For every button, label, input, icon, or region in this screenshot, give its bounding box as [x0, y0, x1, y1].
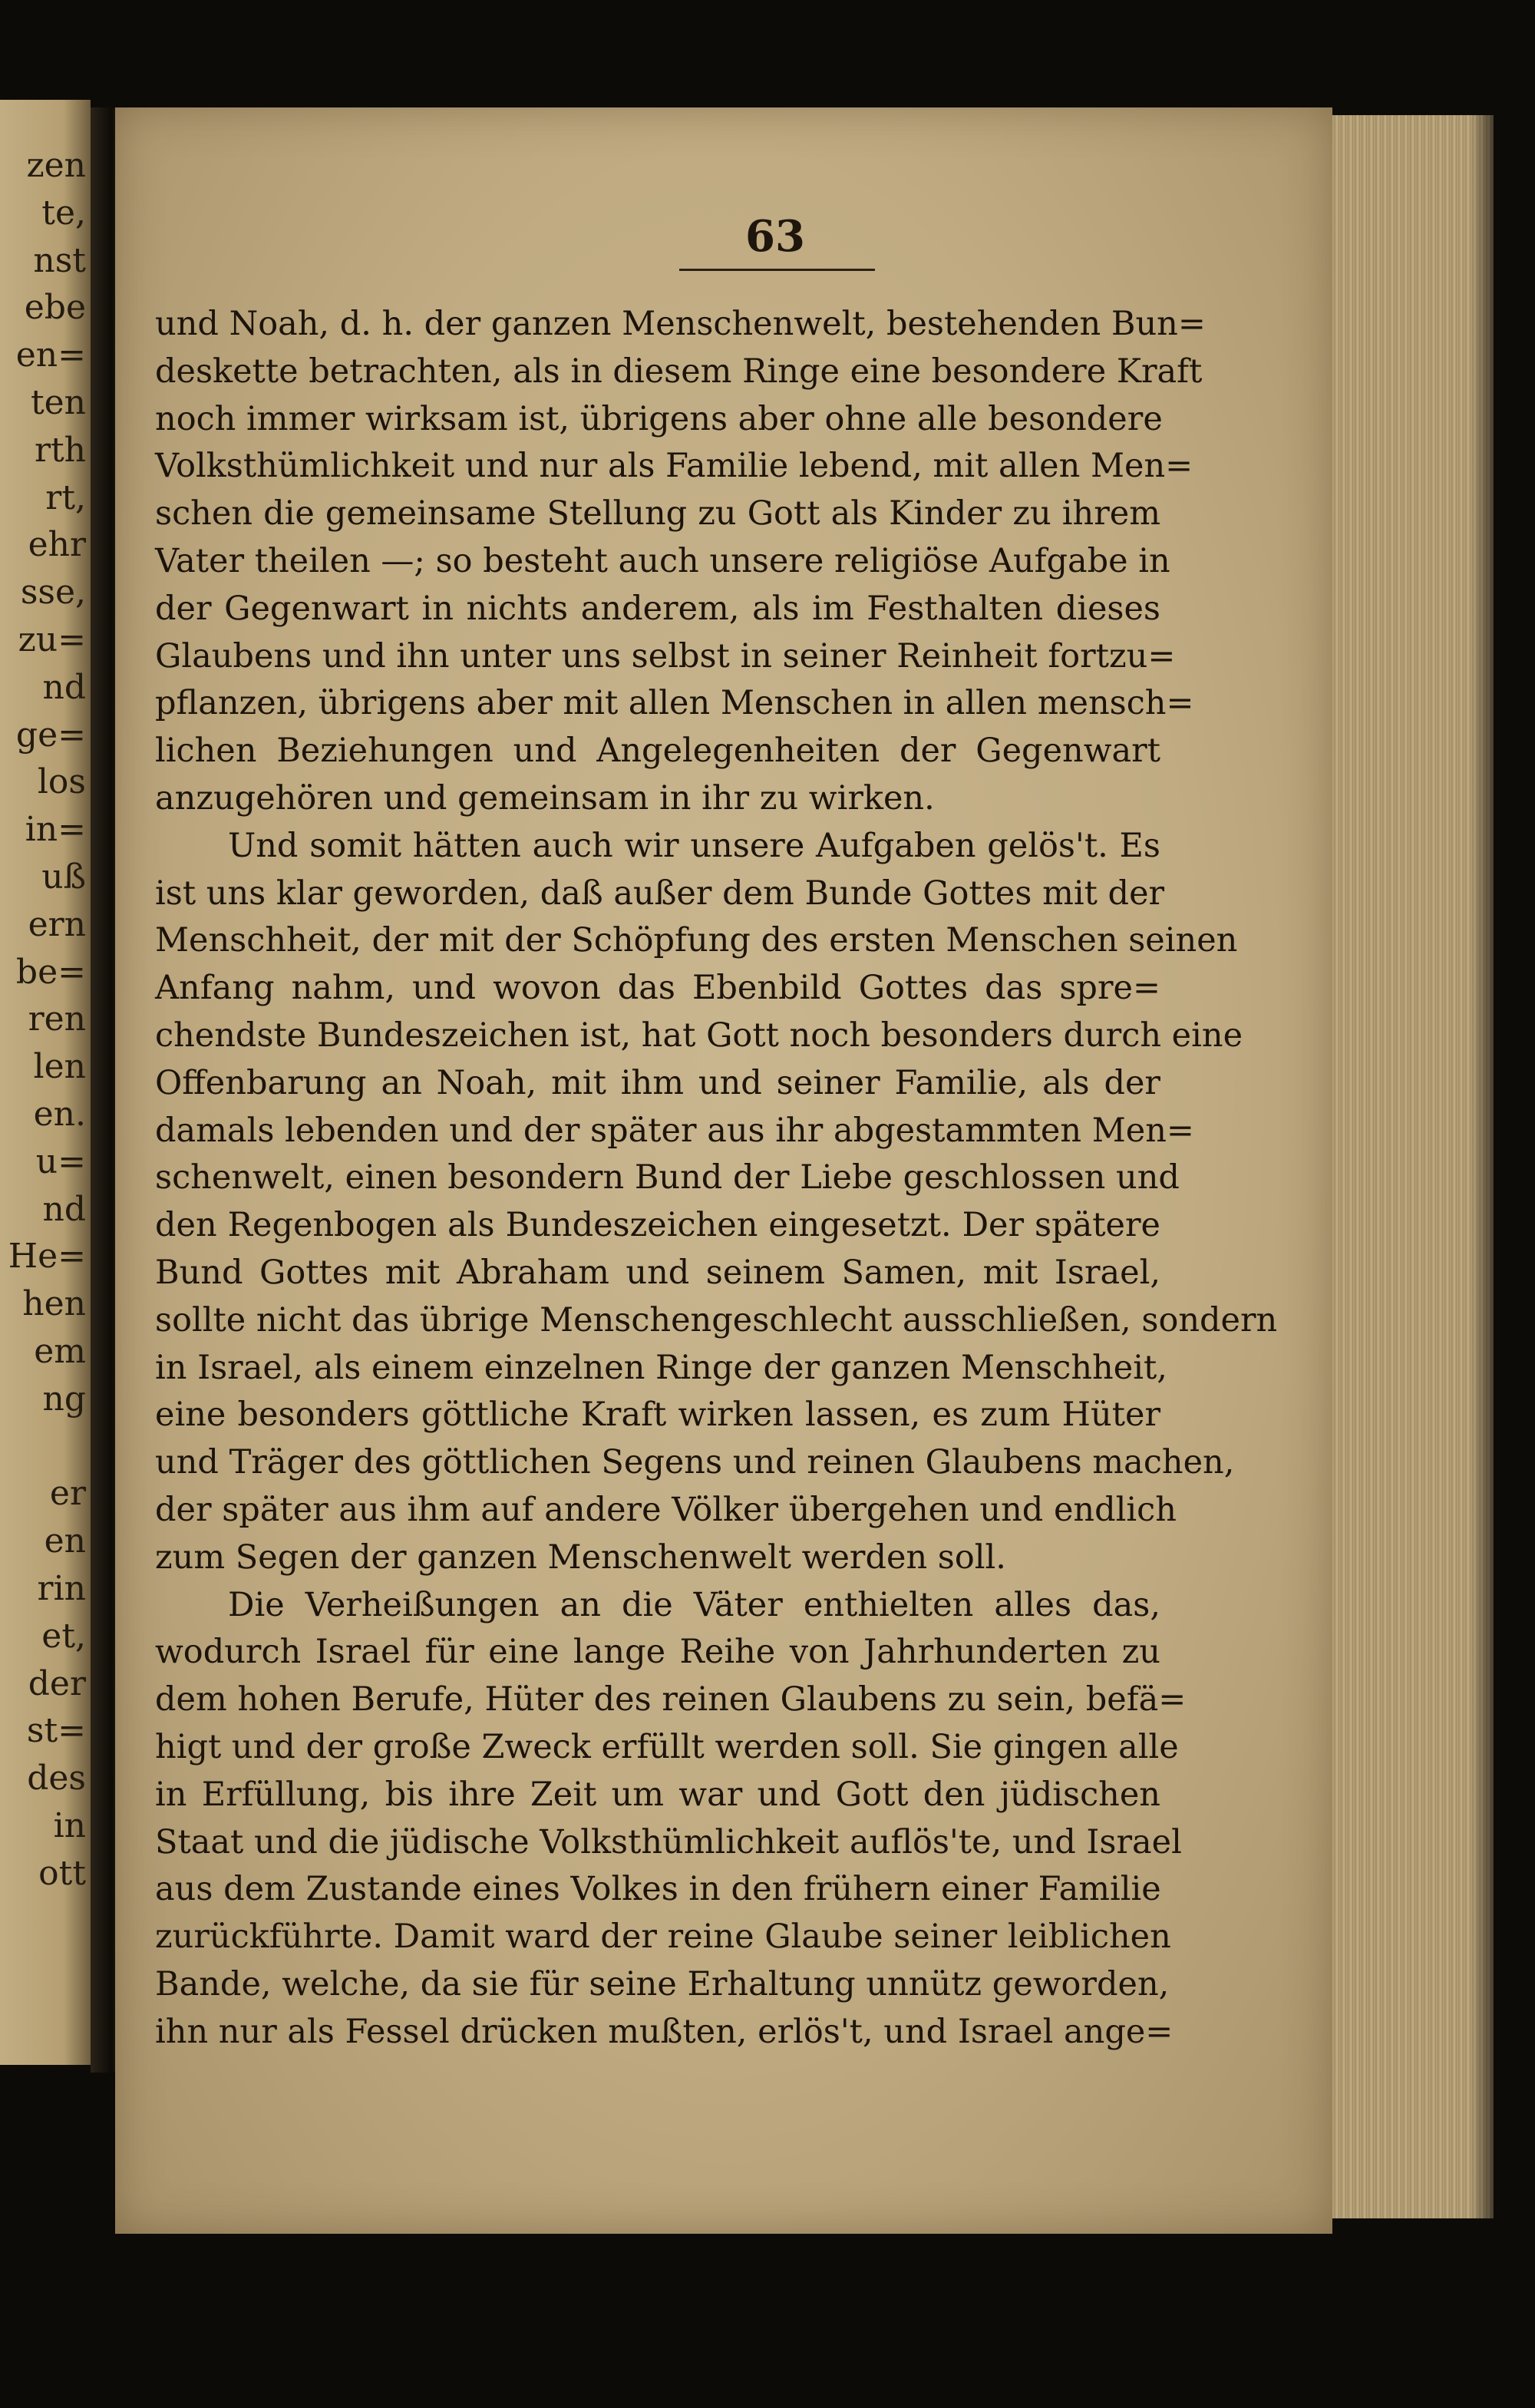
- text-line: ist uns klar geworden, daß außer dem Bunde Gottes mit der: [155, 874, 1165, 913]
- facing-page-fragment: te,: [41, 193, 86, 233]
- facing-page-fragment: nst: [33, 240, 86, 280]
- text-line: zum Segen der ganzen Menschenwelt werden soll.: [155, 1538, 1006, 1577]
- text-line: chendste Bundeszeichen ist, hat Gott noch besonders durch eine: [155, 1016, 1243, 1055]
- facing-page-fragment: [0, 1423, 91, 1471]
- page-block-edge: [1332, 115, 1494, 2218]
- text-line: Volksthümlichkeit und nur als Familie lebend, mit allen Men=: [155, 447, 1193, 486]
- facing-page-fragment: in: [53, 1806, 86, 1845]
- facing-page-fragment: be=: [15, 952, 86, 992]
- facing-page-fragment: der: [28, 1663, 86, 1703]
- text-line: higt und der große Zweck erfüllt werden soll. Sie gingen alle: [155, 1727, 1179, 1766]
- text-line: pflanzen, übrigens aber mit allen Menschen in allen mensch=: [155, 684, 1194, 723]
- facing-page-fragment: rth: [34, 430, 86, 470]
- facing-page-fragment: ott: [38, 1853, 86, 1893]
- page-number-rule: [679, 269, 875, 271]
- text-line: der später aus ihm auf andere Völker übergehen und endlich: [155, 1490, 1177, 1529]
- text-line: und Träger des göttlichen Segens und reinen Glaubens machen,: [155, 1443, 1235, 1482]
- text-line: Offenbarung an Noah, mit ihm und seiner Familie, als der: [155, 1063, 1160, 1102]
- text-line: schenwelt, einen besondern Bund der Liebe geschlossen und: [155, 1158, 1180, 1197]
- facing-page-fragment: er: [49, 1474, 86, 1514]
- page-number: 63: [745, 211, 805, 262]
- text-line: wodurch Israel für eine lange Reihe von Jahrhunderten zu: [155, 1633, 1160, 1672]
- text-line: anzugehören und gemeinsam in ihr zu wirken.: [155, 778, 935, 818]
- facing-page-edge: [0, 100, 91, 2065]
- facing-page-fragment: ge=: [15, 715, 86, 755]
- facing-page-fragment: rt,: [45, 477, 86, 517]
- text-line: dem hohen Berufe, Hüter des reinen Glaubens zu sein, befä=: [155, 1680, 1187, 1719]
- text-line: noch immer wirksam ist, übrigens aber ohne alle besondere: [155, 399, 1163, 438]
- facing-page-fragment: en.: [33, 1095, 86, 1134]
- facing-page-fragment: des: [27, 1759, 86, 1799]
- text-line: schen die gemeinsame Stellung zu Gott als Kinder zu ihrem: [155, 494, 1160, 533]
- facing-page-fragment: en: [44, 1521, 86, 1561]
- facing-page-fragment: He=: [8, 1237, 86, 1277]
- text-line: in Israel, als einem einzelnen Ringe der ganzen Menschheit,: [155, 1348, 1167, 1387]
- text-line: zurückführte. Damit ward der reine Glaube seiner leiblichen: [155, 1917, 1171, 1957]
- text-line: lichen Beziehungen und Angelegenheiten der Gegenwart: [155, 732, 1160, 771]
- text-line: sollte nicht das übrige Menschengeschlecht ausschließen, sondern: [155, 1300, 1278, 1339]
- text-line: ihn nur als Fessel drücken mußten, erlös't, und Israel ange=: [155, 2012, 1174, 2051]
- facing-page-fragment: sse,: [20, 573, 86, 613]
- text-line: Menschheit, der mit der Schöpfung des ersten Menschen seinen: [155, 921, 1238, 960]
- text-line: Bande, welche, da sie für seine Erhaltung unnütz geworden,: [155, 1964, 1170, 2003]
- facing-page-fragment: em: [34, 1332, 86, 1371]
- text-line: aus dem Zustande eines Volkes in den frühern einer Familie: [155, 1870, 1161, 1909]
- text-line: Vater theilen —; so besteht auch unsere religiöse Aufgabe in: [155, 541, 1170, 580]
- text-line: deskette betrachten, als in diesem Ringe eine besondere Kraft: [155, 352, 1203, 391]
- facing-page-fragment: ehr: [28, 525, 86, 565]
- facing-page-fragment: st=: [26, 1711, 86, 1751]
- text-line: der Gegenwart in nichts anderem, als im Festhalten dieses: [155, 589, 1160, 628]
- text-line: in Erfüllung, bis ihre Zeit um war und Gott den jüdischen: [155, 1775, 1160, 1814]
- facing-page-fragment: u=: [35, 1141, 86, 1181]
- facing-page-fragment: ten: [30, 383, 86, 422]
- paragraph-start: Die Verheißungen an die Väter enthielten alles das,: [228, 1585, 1160, 1624]
- text-line: Anfang nahm, und wovon das Ebenbild Gottes das spre=: [155, 969, 1160, 1008]
- facing-page-fragment: ebe: [24, 288, 86, 328]
- body-text: [155, 301, 1278, 2056]
- facing-page-fragment: rin: [37, 1569, 86, 1608]
- text-line: Glaubens und ihn unter uns selbst in seiner Reinheit fortzu=: [155, 636, 1176, 675]
- facing-page-fragment: uß: [41, 857, 86, 897]
- facing-page-fragment: en=: [15, 335, 86, 375]
- facing-page-fragment: ern: [28, 904, 86, 944]
- facing-page-fragment: zu=: [18, 620, 86, 659]
- facing-page-fragment: nd: [42, 667, 86, 707]
- text-line: Bund Gottes mit Abraham und seinem Samen, mit Israel,: [155, 1253, 1160, 1292]
- facing-page-fragment: et,: [41, 1616, 86, 1656]
- text-line: damals lebenden und der später aus ihr abgestammten Men=: [155, 1111, 1194, 1150]
- facing-page-fragment: len: [33, 1047, 86, 1087]
- paragraph-start: Und somit hätten auch wir unsere Aufgaben gelös't. Es: [228, 826, 1160, 865]
- facing-page-fragment: nd: [42, 1189, 86, 1229]
- facing-page-fragment: hen: [22, 1284, 86, 1324]
- facing-page-fragment: ng: [42, 1379, 86, 1419]
- text-line: eine besonders göttliche Kraft wirken lassen, es zum Hüter: [155, 1396, 1160, 1435]
- facing-page-fragment: zen: [26, 146, 86, 185]
- facing-page-fragment: los: [37, 762, 86, 802]
- facing-page-fragment: in=: [25, 810, 86, 850]
- text-line: Staat und die jüdische Volksthümlichkeit auflös'te, und Israel: [155, 1822, 1182, 1861]
- text-line: den Regenbogen als Bundeszeichen eingesetzt. Der spätere: [155, 1206, 1160, 1245]
- facing-page-fragment: ren: [28, 999, 86, 1039]
- text-line: und Noah, d. h. der ganzen Menschenwelt, bestehenden Bun=: [155, 305, 1206, 343]
